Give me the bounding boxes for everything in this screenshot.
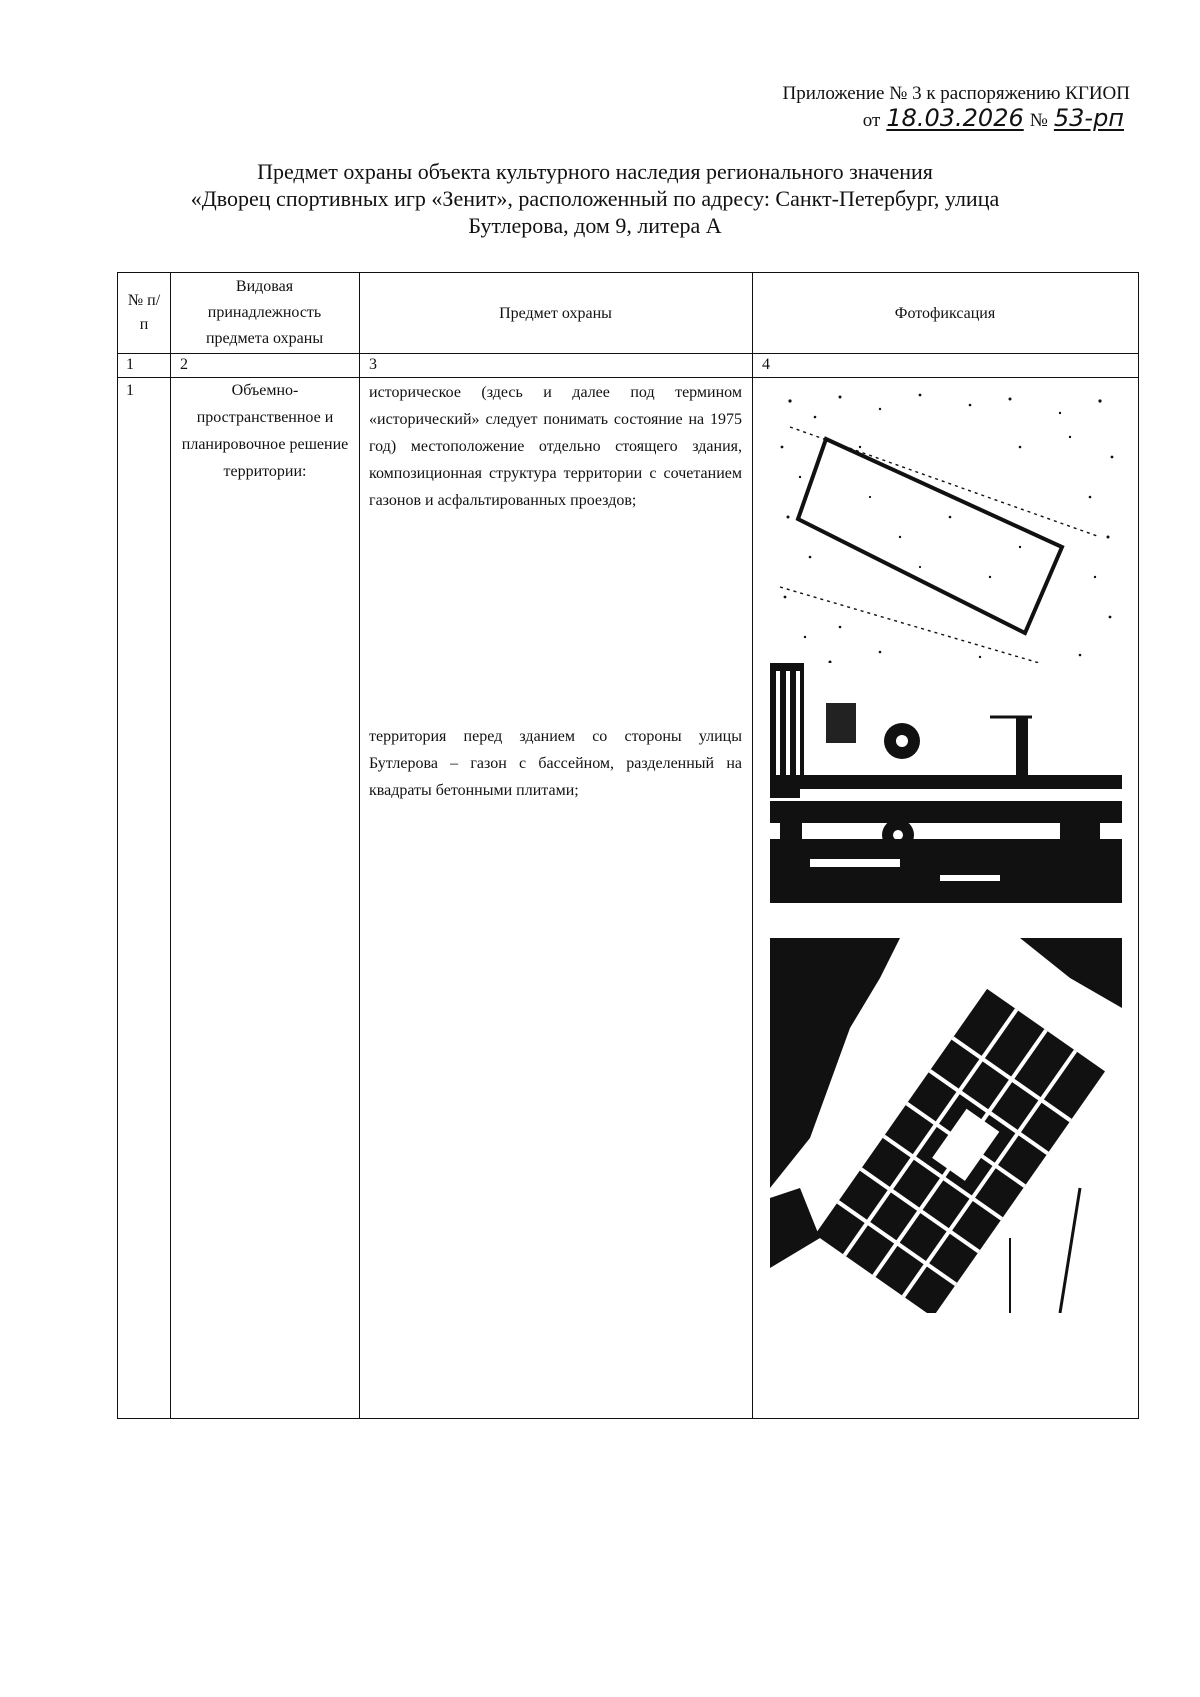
header-num: № п/п bbox=[127, 292, 161, 333]
header-photo: Фотофиксация bbox=[894, 304, 996, 322]
aerial-lawn-photo bbox=[770, 938, 1122, 1313]
appendix-number: 53-рп bbox=[1053, 104, 1124, 132]
header-subject: Предмет охраны bbox=[499, 304, 612, 322]
appendix-date: 18.03.2026 bbox=[886, 104, 1024, 132]
column-divider bbox=[752, 273, 753, 1418]
column-number-1: 1 bbox=[126, 356, 134, 373]
subject-item: историческое (здесь и далее под термином «исторический» следует понимать состояние на 1975 год) местоположение отдельно стоящего здания, композиционная структура территории с сочетанием газонов и асфальтированных проездов; bbox=[369, 384, 742, 509]
appendix-line: Приложение № 3 к распоряжению КГИОП bbox=[782, 83, 1130, 104]
appendix-prefix: от bbox=[862, 110, 881, 131]
subject-item: территория перед зданием со стороны улицы Бутлерова – газон с бассейном, разделенный на квадраты бетонными плитами; bbox=[369, 728, 742, 799]
appendix-number-label: № bbox=[1029, 110, 1048, 131]
protection-table bbox=[117, 272, 1139, 1419]
appendix-date-line bbox=[782, 106, 1130, 133]
row-divider bbox=[118, 353, 1138, 354]
column-divider bbox=[170, 273, 171, 1418]
title-line-2: «Дворец спортивных игр «Зенит», расположенный по адресу: Санкт-Петербург, улица bbox=[190, 186, 1000, 211]
row-number: 1 bbox=[126, 382, 134, 399]
column-number-2: 2 bbox=[180, 356, 188, 373]
appendix-header bbox=[782, 82, 1130, 133]
title-line-3: Бутлерова, дом 9, литера А bbox=[468, 213, 722, 238]
column-number-4: 4 bbox=[762, 356, 770, 373]
document-title bbox=[150, 158, 1040, 239]
building-street-photo bbox=[770, 663, 1122, 903]
column-number-3: 3 bbox=[369, 356, 377, 373]
site-plan-photo bbox=[770, 387, 1122, 677]
title-line-1: Предмет охраны объекта культурного наследия регионального значения bbox=[257, 159, 933, 184]
header-type: Видовая принадлежность предмета охраны bbox=[205, 278, 324, 347]
column-divider bbox=[359, 273, 360, 1418]
protection-type: Объемно-пространственное и планировочное решение территории: bbox=[181, 382, 349, 480]
